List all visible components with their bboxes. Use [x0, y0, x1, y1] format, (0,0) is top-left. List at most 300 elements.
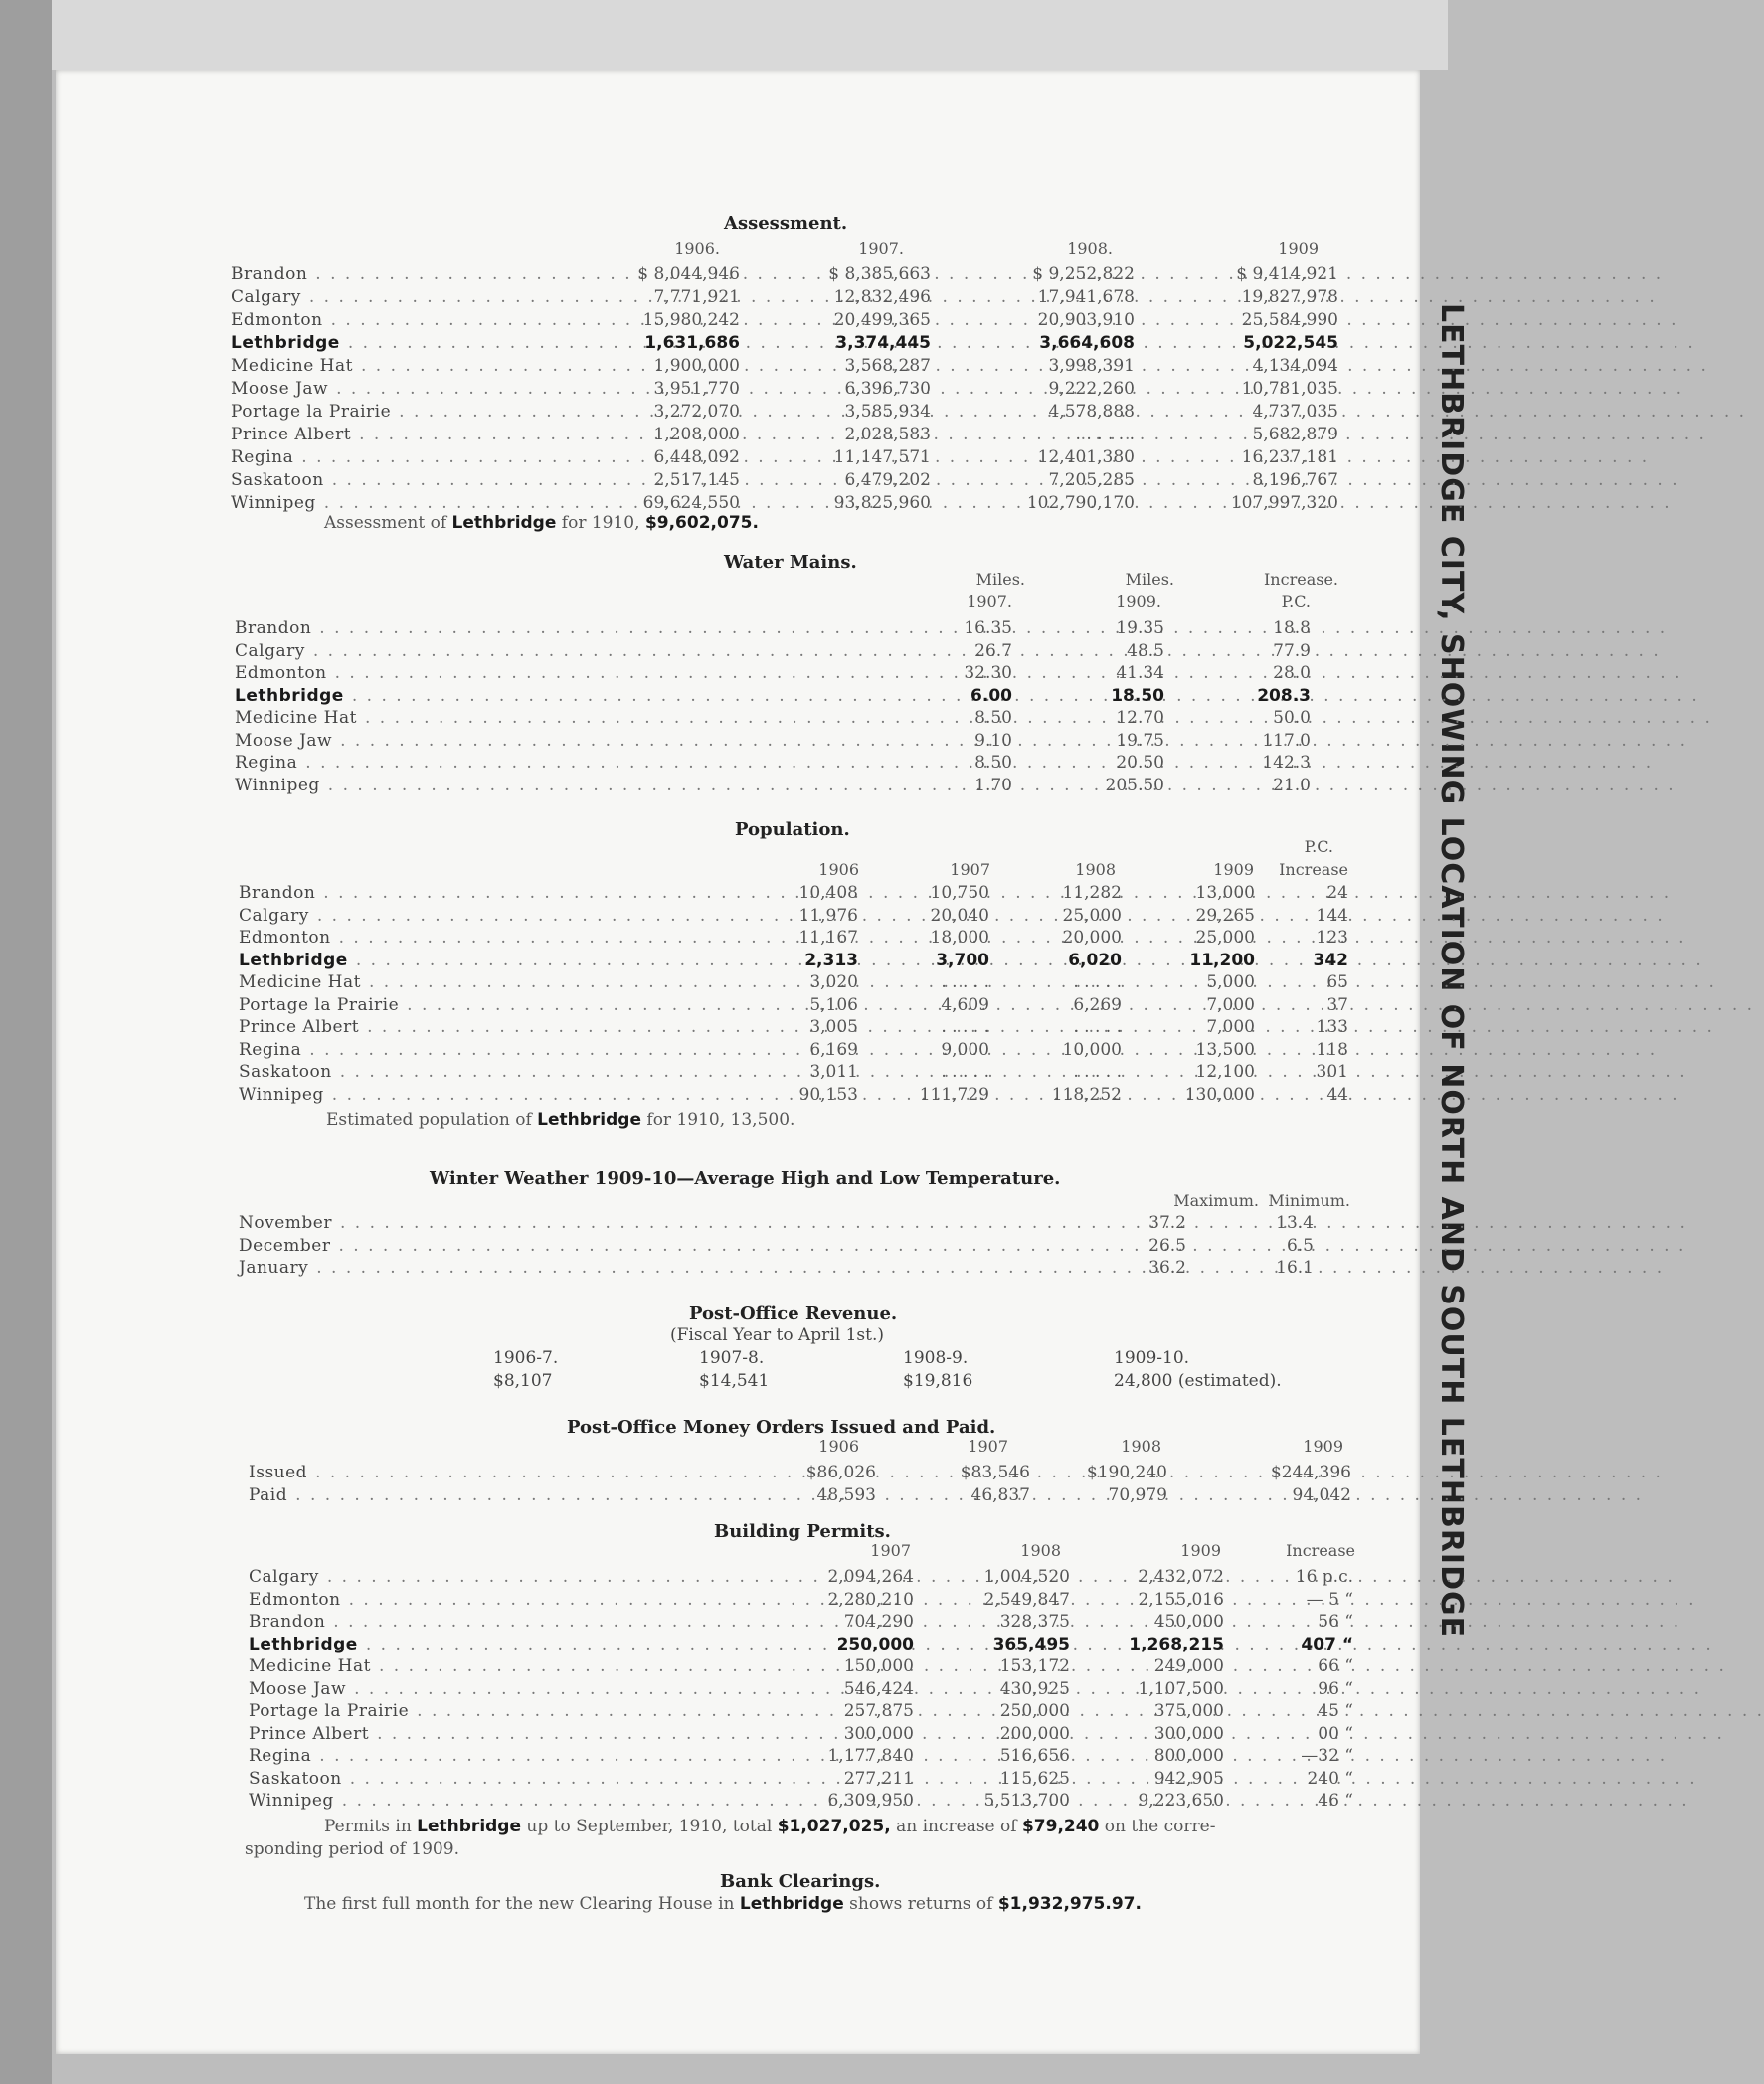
- table-cell: 7,000: [1206, 994, 1255, 1015]
- row-label: Regina: [231, 447, 294, 467]
- table-cell: 13.4: [1276, 1213, 1314, 1233]
- table-cell: $86,026: [805, 1463, 876, 1482]
- table-cell: 250,000: [999, 1701, 1070, 1721]
- col-header: 1909: [1180, 1541, 1221, 1560]
- table-cell: 300,000: [1153, 1723, 1224, 1744]
- table-cell: 4,737,035: [1252, 402, 1338, 422]
- table-cell: $ 9,252,822: [1032, 264, 1135, 284]
- fiscal-year: 1906-7.: [493, 1348, 559, 1368]
- population-note: [326, 1110, 794, 1129]
- table-cell: 18.50: [1111, 685, 1164, 706]
- dot-leader: [377, 1724, 782, 1744]
- fiscal-year: 1909-10.: [1114, 1348, 1190, 1368]
- table-row: [249, 1612, 1541, 1634]
- revenue-value: 24,800 (estimated).: [1114, 1371, 1282, 1391]
- table-cell: 375,000: [1153, 1701, 1224, 1721]
- row-label: Calgary: [231, 287, 301, 307]
- table-cell: 142.3: [1262, 753, 1311, 773]
- table-row: [231, 333, 1523, 355]
- year-header: 1907.: [858, 239, 904, 258]
- table-cell: 1,631,686: [644, 333, 740, 353]
- table-cell: 5,106: [809, 994, 858, 1015]
- table-cell: 96 “: [1318, 1678, 1353, 1699]
- postoffice-title: Post-Office Revenue.: [689, 1303, 898, 1324]
- table-cell: 48,593: [816, 1484, 876, 1505]
- table-row: [249, 1679, 1541, 1701]
- col-header: Increase.: [1263, 570, 1338, 589]
- row-label: Regina: [235, 753, 298, 773]
- table-cell: 365,495: [992, 1634, 1070, 1654]
- table-cell: 15,980,242: [642, 310, 740, 330]
- dot-leader: [365, 708, 891, 728]
- note-increase: $79,240: [1021, 1817, 1100, 1836]
- weather-title: Winter Weather 1909-10—Average High and Low Temperature.: [430, 1168, 1061, 1189]
- table-cell: 7,205,285: [1048, 470, 1135, 490]
- table-cell: 6,269: [1073, 994, 1122, 1015]
- table-cell: $ 9,414,921: [1236, 264, 1338, 284]
- table-row: [239, 951, 1531, 972]
- table-cell: 3,998,391: [1048, 356, 1135, 376]
- table-cell: $244,396: [1270, 1463, 1351, 1482]
- table-cell: 20,499,365: [833, 310, 931, 330]
- postoffice-subtitle: (Fiscal Year to April 1st.): [670, 1325, 884, 1345]
- dot-leader: [331, 310, 603, 330]
- table-cell: 300,000: [843, 1723, 914, 1744]
- dot-leader: [350, 1769, 782, 1789]
- table-row: [231, 425, 1523, 446]
- dot-leader: [366, 1635, 782, 1654]
- table-row: [235, 641, 1527, 663]
- table-cell: 2,549,847: [983, 1589, 1070, 1610]
- table-row: [249, 1701, 1541, 1723]
- row-label: Saskatoon: [239, 1062, 332, 1082]
- table-cell: 45 “: [1318, 1701, 1353, 1721]
- table-cell: . . . . .: [1073, 1017, 1122, 1037]
- table-cell: 516,656: [999, 1746, 1070, 1766]
- table-cell: 133: [1316, 1017, 1348, 1037]
- table-row: [239, 1085, 1531, 1107]
- document-page: [56, 70, 1469, 2054]
- table-cell: 24: [1326, 883, 1348, 903]
- money-orders-title: Post-Office Money Orders Issued and Paid.: [567, 1417, 996, 1438]
- row-label: Saskatoon: [249, 1768, 342, 1789]
- row-label: Moose Jaw: [249, 1678, 347, 1699]
- table-cell: —32 “: [1301, 1746, 1353, 1766]
- dot-leader: [336, 379, 603, 399]
- table-cell: . . . . .: [1073, 1062, 1122, 1082]
- table-row: [249, 1463, 1541, 1484]
- table-cell: $190,240: [1086, 1463, 1167, 1482]
- table-row: [231, 493, 1523, 515]
- table-cell: 32.30: [964, 663, 1012, 683]
- row-label: Regina: [239, 1039, 302, 1060]
- note-text: up to September, 1910, total: [526, 1817, 773, 1836]
- table-cell: 20,000: [1062, 928, 1122, 948]
- dot-leader: [313, 641, 891, 661]
- table-cell: 3,568,287: [844, 356, 931, 376]
- note-text: Assessment of: [324, 513, 447, 533]
- dot-leader: [361, 356, 603, 376]
- table-cell: 1,107,500: [1138, 1678, 1224, 1699]
- table-cell: $83,546: [960, 1463, 1030, 1482]
- table-cell: 9,222,260: [1048, 379, 1135, 399]
- table-cell: 94,042: [1292, 1484, 1351, 1505]
- fiscal-year: 1907-8.: [699, 1348, 765, 1368]
- table-cell: 20,040: [930, 905, 989, 926]
- table-cell: 115,625: [999, 1768, 1070, 1789]
- table-cell: 942,905: [1153, 1768, 1224, 1789]
- year-header: 1908.: [1067, 239, 1113, 258]
- table-cell: 9,223,650: [1138, 1791, 1224, 1811]
- table-cell: 4,134,094: [1252, 356, 1338, 376]
- dot-leader: [354, 1679, 782, 1699]
- table-cell: 8.50: [974, 753, 1012, 773]
- year-header: 1908: [1121, 1437, 1161, 1456]
- table-cell: 11,200: [1189, 950, 1255, 970]
- table-row: [249, 1656, 1541, 1678]
- table-cell: 18,000: [930, 928, 989, 948]
- table-cell: 28.0: [1273, 663, 1311, 683]
- year-header: 1909: [1303, 1437, 1343, 1456]
- col-header: 1907.: [967, 592, 1012, 610]
- table-cell: $ 8,044,946: [637, 264, 740, 284]
- table-cell: 77.9: [1273, 640, 1311, 661]
- row-label: Lethbridge: [239, 950, 348, 970]
- note-city: Lethbridge: [417, 1817, 522, 1836]
- table-cell: 2,280,210: [827, 1589, 914, 1610]
- row-label: Brandon: [235, 618, 312, 638]
- row-label: Moose Jaw: [235, 730, 333, 751]
- dot-leader: [309, 1040, 752, 1060]
- table-row: [249, 1724, 1541, 1746]
- table-cell: 2,313: [804, 950, 858, 970]
- table-row: [249, 1791, 1541, 1813]
- table-cell: 11,167: [798, 928, 858, 948]
- table-cell: 1,208,000: [653, 425, 740, 444]
- table-cell: 277,211: [843, 1768, 914, 1789]
- table-cell: 37: [1326, 994, 1348, 1015]
- row-label: Saskatoon: [231, 470, 324, 490]
- revenue-value: $8,107: [493, 1371, 553, 1391]
- permits-note-continued: sponding period of 1909.: [245, 1839, 459, 1859]
- table-cell: . . . . . .: [1075, 425, 1135, 444]
- row-label: January: [239, 1258, 309, 1278]
- table-cell: . . . . .: [941, 1062, 989, 1082]
- dot-leader: [327, 1567, 782, 1587]
- dot-leader: [323, 883, 752, 903]
- table-cell: 46 “: [1318, 1791, 1353, 1811]
- table-cell: $ 8,385,663: [828, 264, 931, 284]
- row-label: Prince Albert: [239, 1017, 360, 1037]
- dot-leader: [309, 287, 603, 307]
- table-row: [239, 1236, 1531, 1258]
- table-cell: 208.3: [1257, 685, 1311, 706]
- dot-leader: [332, 1085, 752, 1105]
- table-row: [239, 995, 1531, 1017]
- row-label: Moose Jaw: [231, 379, 329, 399]
- row-label: Portage la Prairie: [231, 402, 392, 422]
- row-label: Winnipeg: [235, 775, 320, 795]
- col-header: 1909: [1213, 860, 1254, 879]
- row-label: Lethbridge: [235, 685, 344, 706]
- assessment-note: [324, 513, 759, 533]
- dot-leader: [295, 1485, 752, 1505]
- table-cell: 2,517,145: [653, 470, 740, 490]
- row-label: Medicine Hat: [249, 1656, 371, 1676]
- dot-leader: [340, 1213, 1080, 1233]
- pc-header: P.C.: [1304, 837, 1333, 856]
- col-header: 1907: [950, 860, 990, 879]
- table-cell: 9,000: [941, 1039, 989, 1060]
- note-text: Permits in: [324, 1817, 412, 1836]
- note-text: for 1910,: [561, 513, 640, 533]
- table-cell: 10,408: [798, 883, 858, 903]
- table-cell: 205.50: [1105, 775, 1164, 795]
- table-cell: 5,022,545: [1243, 333, 1338, 353]
- row-label: Calgary: [235, 640, 305, 661]
- dot-leader: [335, 663, 891, 683]
- table-cell: 5,513,700: [983, 1791, 1070, 1811]
- row-label: Winnipeg: [249, 1791, 334, 1811]
- table-cell: 25,000: [1062, 905, 1122, 926]
- table-row: [239, 1258, 1531, 1280]
- table-cell: 10,781,035: [1241, 379, 1338, 399]
- note-text: for 1910, 13,500.: [646, 1110, 795, 1129]
- table-cell: 21.0: [1273, 775, 1311, 795]
- col-header: Minimum.: [1268, 1191, 1350, 1210]
- table-cell: 8.50: [974, 708, 1012, 728]
- bank-note: [304, 1894, 1142, 1914]
- water-title: Water Mains.: [724, 552, 857, 573]
- table-cell: 3,005: [809, 1017, 858, 1037]
- row-label: Issued: [249, 1463, 308, 1482]
- table-cell: 16,237,181: [1241, 447, 1338, 467]
- table-cell: 3,951,770: [653, 379, 740, 399]
- table-cell: 1,004,520: [983, 1567, 1070, 1587]
- col-header: Miles.: [1125, 570, 1174, 589]
- population-title: Population.: [735, 819, 850, 840]
- table-cell: 3,272,070: [653, 402, 740, 422]
- table-cell: 6,309,950: [827, 1791, 914, 1811]
- dot-leader: [340, 1062, 752, 1082]
- bank-title: Bank Clearings.: [720, 1871, 881, 1892]
- table-cell: 342: [1313, 950, 1348, 970]
- note-text: shows returns of: [849, 1894, 993, 1914]
- col-header: 1907: [870, 1541, 911, 1560]
- table-row: [249, 1485, 1541, 1507]
- table-cell: 66 “: [1318, 1656, 1353, 1676]
- table-cell: 6,479,202: [844, 470, 931, 490]
- dot-leader: [379, 1656, 782, 1676]
- table-row: [235, 776, 1527, 797]
- table-row: [235, 731, 1527, 753]
- table-row: [231, 447, 1523, 469]
- table-cell: 17,941,678: [1037, 287, 1135, 307]
- row-label: Regina: [249, 1746, 312, 1766]
- table-cell: 16.35: [964, 618, 1012, 638]
- row-label: Brandon: [231, 264, 308, 284]
- table-cell: 3,374,445: [835, 333, 931, 353]
- table-cell: 11,147,571: [833, 447, 931, 467]
- dot-leader: [315, 264, 603, 284]
- table-cell: 65: [1326, 972, 1348, 992]
- table-cell: 26.5: [1148, 1235, 1186, 1256]
- table-cell: 450,000: [1153, 1612, 1224, 1632]
- table-row: [239, 906, 1531, 928]
- table-cell: 26.7: [974, 640, 1012, 661]
- table-cell: 118: [1316, 1039, 1348, 1060]
- table-row: [239, 1062, 1531, 1084]
- row-label: Brandon: [239, 883, 316, 903]
- col-header: Miles.: [975, 570, 1025, 589]
- table-row: [239, 883, 1531, 905]
- table-row: [235, 753, 1527, 775]
- row-label: Calgary: [249, 1567, 319, 1587]
- year-header: 1909: [1278, 239, 1319, 258]
- table-cell: 11,282: [1062, 883, 1122, 903]
- table-cell: 130,000: [1184, 1084, 1255, 1105]
- table-row: [235, 708, 1527, 730]
- table-cell: 12,401,380: [1037, 447, 1135, 467]
- table-cell: 4,578,888: [1048, 402, 1135, 422]
- dot-leader: [315, 1463, 752, 1482]
- dot-leader: [399, 402, 603, 422]
- table-cell: 117.0: [1262, 730, 1311, 751]
- table-cell: 9.10: [974, 730, 1012, 751]
- table-cell: 2,432,072: [1138, 1567, 1224, 1587]
- row-label: November: [239, 1213, 332, 1233]
- note-city: Lethbridge: [451, 513, 557, 533]
- col-header: 1906: [818, 860, 859, 879]
- revenue-value: $19,816: [903, 1371, 973, 1391]
- table-row: [239, 1017, 1531, 1039]
- table-cell: 328,375: [999, 1612, 1070, 1632]
- table-row: [239, 1213, 1531, 1235]
- row-label: Winnipeg: [231, 493, 316, 513]
- row-label: Edmonton: [231, 310, 323, 330]
- note-value: $1,932,975.97.: [997, 1894, 1142, 1914]
- table-row: [249, 1769, 1541, 1791]
- dot-leader: [342, 1791, 782, 1811]
- note-value: $9,602,075.: [644, 513, 759, 533]
- table-cell: 70,979: [1108, 1484, 1167, 1505]
- table-row: [239, 1040, 1531, 1062]
- table-cell: 1,268,215: [1129, 1634, 1224, 1654]
- row-label: Medicine Hat: [235, 708, 357, 728]
- dot-leader: [348, 333, 603, 353]
- table-cell: 48.5: [1127, 640, 1164, 661]
- table-row: [249, 1746, 1541, 1768]
- table-cell: 144: [1316, 905, 1348, 926]
- dot-leader: [417, 1701, 782, 1721]
- revenue-value: $14,541: [699, 1371, 770, 1391]
- table-cell: 20,903,910: [1037, 310, 1135, 330]
- col-header: Maximum.: [1173, 1191, 1259, 1210]
- dot-leader: [356, 951, 752, 970]
- dot-leader: [324, 493, 603, 513]
- col-header: 1908: [1075, 860, 1116, 879]
- row-label: Winnipeg: [239, 1084, 324, 1105]
- dot-leader: [359, 425, 603, 444]
- table-cell: 13,500: [1195, 1039, 1255, 1060]
- note-city: Lethbridge: [739, 1894, 844, 1914]
- table-cell: 102,790,170: [1026, 493, 1135, 513]
- table-cell: 2,028,583: [844, 425, 931, 444]
- dot-leader: [328, 776, 891, 795]
- row-label: Lethbridge: [249, 1634, 358, 1654]
- table-cell: 12.70: [1116, 708, 1164, 728]
- table-cell: 37.2: [1148, 1213, 1186, 1233]
- table-cell: 8,196,767: [1252, 470, 1338, 490]
- table-cell: 16 p.c.: [1295, 1567, 1353, 1587]
- table-cell: 2,155,016: [1138, 1589, 1224, 1610]
- col-header: Increase: [1286, 1541, 1355, 1560]
- dot-leader: [301, 447, 603, 467]
- scan-frame-left: [0, 0, 52, 2084]
- dot-leader: [349, 1590, 782, 1610]
- row-label: December: [239, 1235, 331, 1256]
- year-header: 1907: [968, 1437, 1008, 1456]
- table-cell: 7,000: [1206, 1017, 1255, 1037]
- table-cell: 6,020: [1068, 950, 1122, 970]
- table-cell: 29,265: [1195, 905, 1255, 926]
- row-label: Medicine Hat: [239, 972, 361, 992]
- table-cell: 41.34: [1116, 663, 1164, 683]
- col-header: 1908: [1020, 1541, 1061, 1560]
- table-cell: 800,000: [1153, 1746, 1224, 1766]
- table-cell: 111,729: [919, 1084, 989, 1105]
- table-cell: 56 “: [1318, 1612, 1353, 1632]
- table-cell: 19,827,978: [1241, 287, 1338, 307]
- table-cell: 6.00: [970, 685, 1012, 706]
- table-cell: 6.5: [1286, 1235, 1314, 1256]
- table-cell: 250,000: [836, 1634, 914, 1654]
- table-row: [249, 1635, 1541, 1656]
- row-label: Portage la Prairie: [239, 994, 400, 1015]
- table-cell: 46,837: [970, 1484, 1030, 1505]
- table-row: [239, 972, 1531, 994]
- table-cell: 3,011: [809, 1062, 858, 1082]
- dot-leader: [316, 1258, 1080, 1278]
- fiscal-year: 1908-9.: [903, 1348, 969, 1368]
- dot-leader: [338, 1236, 1080, 1256]
- dot-leader: [407, 995, 752, 1015]
- dot-leader: [367, 1017, 752, 1037]
- table-row: [239, 928, 1531, 950]
- table-cell: 1,177,840: [827, 1746, 914, 1766]
- permits-title: Building Permits.: [714, 1521, 891, 1542]
- table-cell: 19.35: [1116, 618, 1164, 638]
- table-row: [235, 663, 1527, 685]
- table-cell: 16.1: [1276, 1258, 1314, 1278]
- table-cell: 107,997,320: [1230, 493, 1338, 513]
- side-title: LETHBRIDGE CITY, SHOWING LOCATION OF NORTH AND SOUTH LETHBRIDGE: [1434, 303, 1469, 1639]
- table-row: [231, 356, 1523, 378]
- table-cell: 118,252: [1051, 1084, 1122, 1105]
- table-cell: 546,424: [843, 1678, 914, 1699]
- row-label: Paid: [249, 1484, 288, 1505]
- table-cell: 2,094,264: [827, 1567, 914, 1587]
- table-row: [231, 470, 1523, 492]
- table-cell: 93,825,960: [833, 493, 931, 513]
- col-header: 1909.: [1116, 592, 1161, 610]
- table-row: [235, 618, 1527, 640]
- table-cell: 20.50: [1116, 753, 1164, 773]
- table-cell: 00 “: [1318, 1723, 1353, 1744]
- note-text: The first full month for the new Clearing House in: [304, 1894, 735, 1914]
- note-text: an increase of: [896, 1817, 1017, 1836]
- table-cell: 5,682,879: [1252, 425, 1338, 444]
